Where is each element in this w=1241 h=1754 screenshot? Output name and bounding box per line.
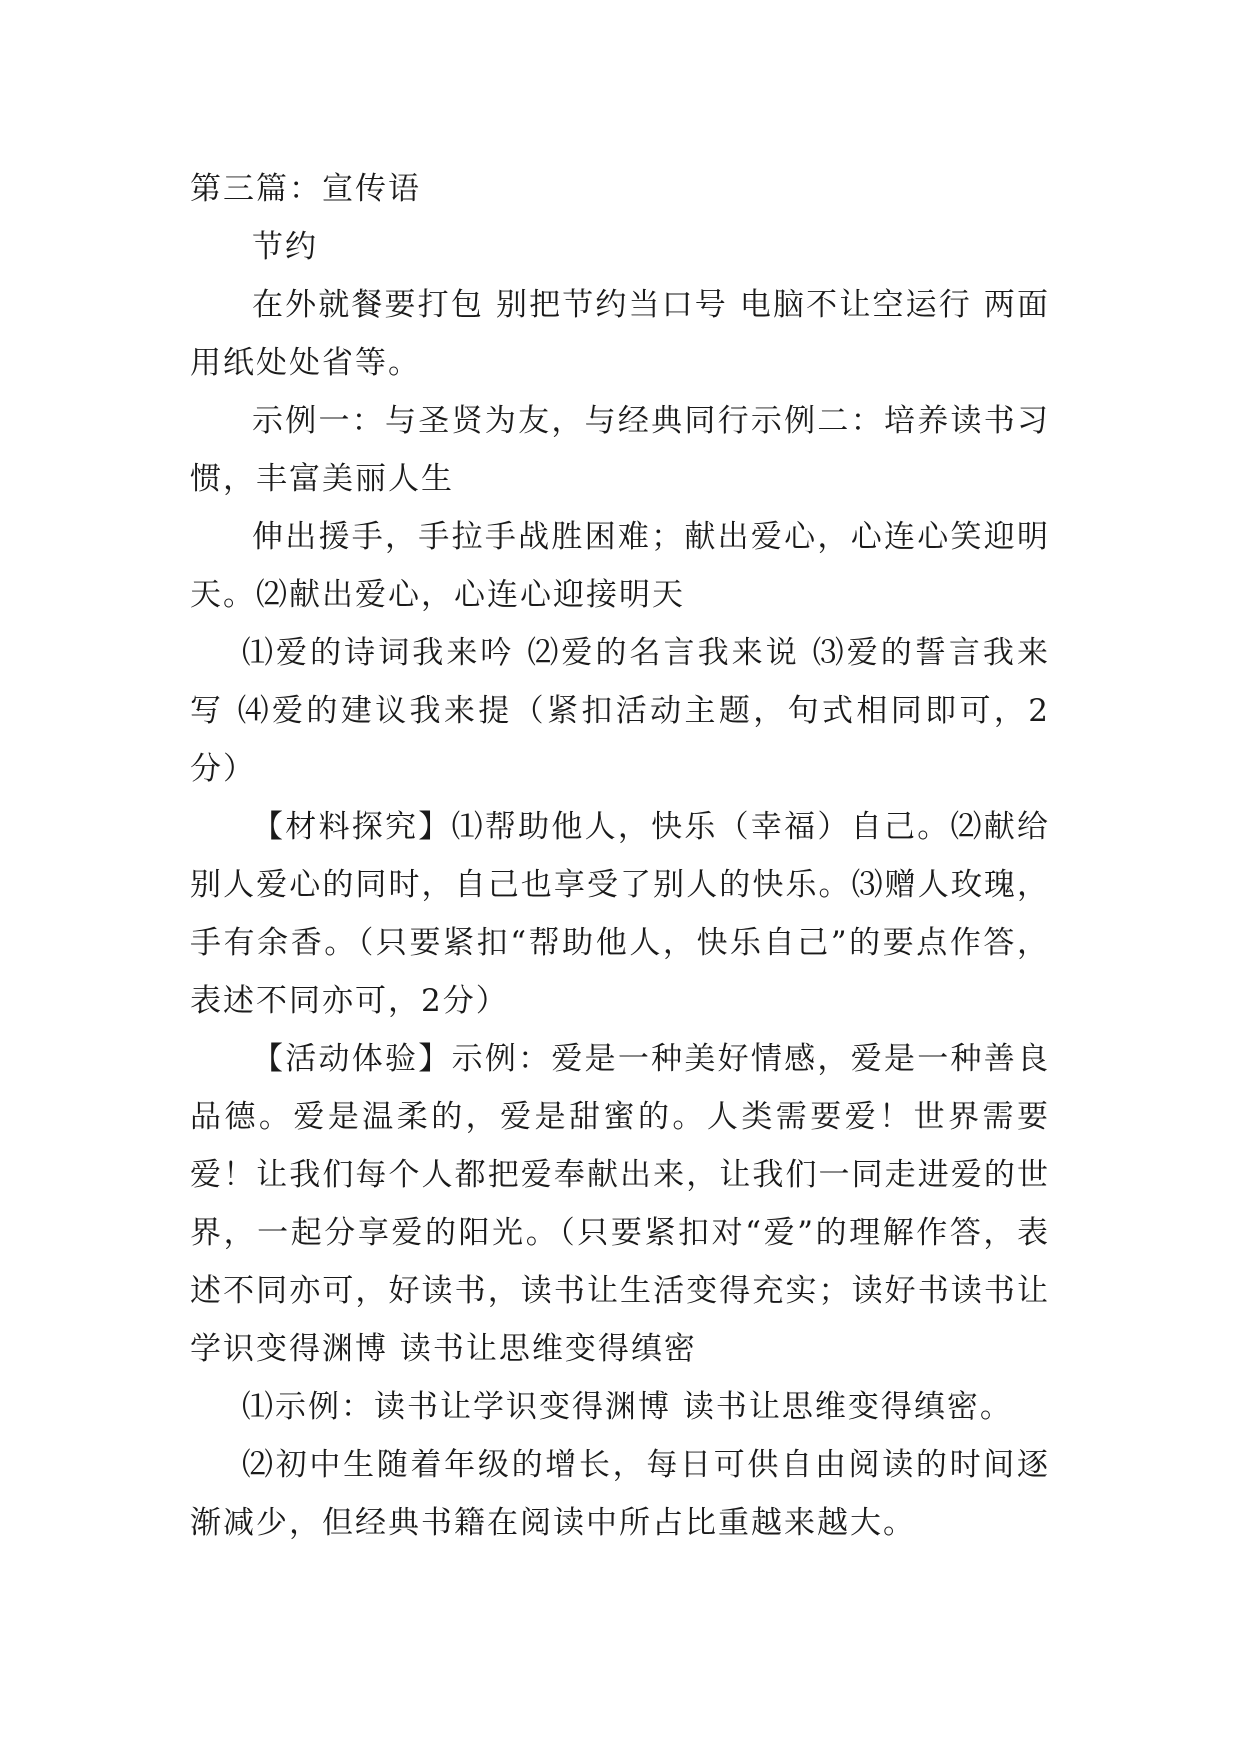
document-title: 第三篇：宣传语 [190,171,421,207]
document-body [190,160,1050,1552]
paragraph-4: 伸出援手，手拉手战胜困难；献出爱心，心连心笑迎明天。⑵献出爱心，心连心迎接明天 [190,519,1050,613]
paragraph-8: ⑴示例：读书让学识变得渊博 读书让思维变得缜密。 [242,1389,1013,1425]
paragraph-6: 【材料探究】⑴帮助他人，快乐（幸福）自己。⑵献给别人爱心的同时，自己也享受了别人的快乐。⑶赠人玫瑰，手有余香。（只要紧扣“帮助他人，快乐自己”的要点作答，表述不同亦可，2分） [190,809,1050,1019]
paragraph-1: 节约 [252,229,318,265]
paragraph-7: 【活动体验】示例：爱是一种美好情感，爱是一种善良品德。爱是温柔的，爱是甜蜜的。人类需要爱！世界需要爱！让我们每个人都把爱奉献出来，让我们一同走进爱的世界，一起分享爱的阳光。（只要紧扣对“爱”的理解作答，表述不同亦可，好读书，读书让生活变得充实；读好书读书让学识变得渊博 读书让思维变得缜密 [190,1041,1050,1367]
paragraph-5: ⑴爱的诗词我来吟 ⑵爱的名言我来说 ⑶爱的誓言我来写 ⑷爱的建议我来提（紧扣活动主题，句式相同即可，2分） [190,635,1050,787]
paragraph-9: ⑵初中生随着年级的增长，每日可供自由阅读的时间逐渐减少，但经典书籍在阅读中所占比重越来越大。 [190,1447,1050,1541]
paragraph-2: 在外就餐要打包 别把节约当口号 电脑不让空运行 两面用纸处处省等。 [190,287,1050,381]
paragraph-3: 示例一：与圣贤为友，与经典同行示例二：培养读书习惯，丰富美丽人生 [190,403,1050,497]
